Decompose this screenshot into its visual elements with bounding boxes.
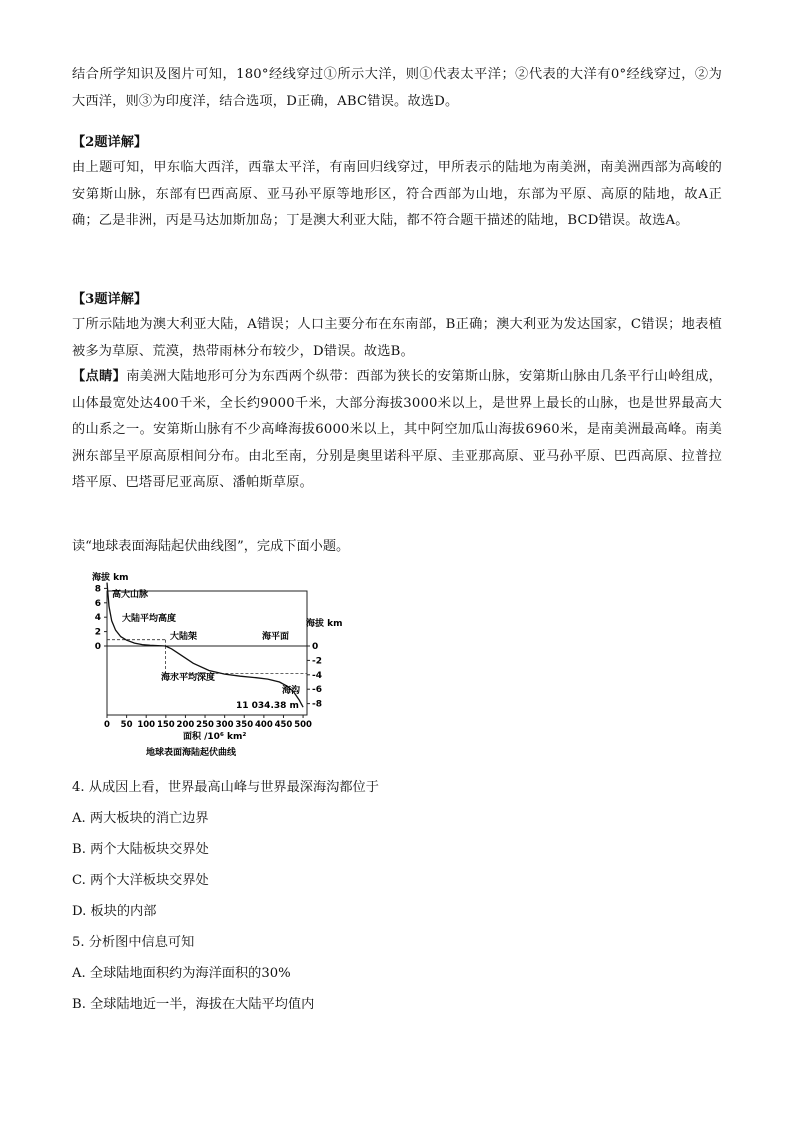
hypsographic-chart [88,568,343,763]
figure-intro: 读“地球表面海陆起伏曲线图”，完成下面小题。 [72,539,350,554]
right-axis-ticks [307,642,322,710]
x-axis-ticks [104,715,312,730]
q2-heading: 【2题详解】 [72,135,148,150]
left-tick-label: 6 [94,598,101,609]
left-axis-label: 海拔 km [92,573,129,583]
x-tick-label: 50 [120,720,133,730]
left-tick-label: 0 [94,642,101,652]
chart-title: 地球表面海陆起伏曲线 [146,748,237,758]
right-tick-label: -8 [312,699,322,710]
q3-explanation: 丁所示陆地为澳大利亚大陆，A错误；人口主要分布在东南部，B正确；澳大利亚为发达国家，C错误；地表植被多为草原、荒漠，热带雨林分布较少，D错误。故选B。 [72,317,722,359]
label-continental-shelf: 大陆架 [170,632,198,642]
label-mountains: 高大山脉 [112,590,149,600]
x-tick-label: 150 [156,720,175,730]
elevation-curve [107,583,303,708]
x-tick-label: 100 [137,720,156,730]
answer1-tail: 结合所学知识及图片可知，180°经线穿过①所示大洋，则①代表太平洋；②代表的大洋有0°经线穿过，②为大西洋，则③为印度洋，结合选项，D正确，ABC错误。故选D。 [72,67,722,109]
left-axis-ticks [95,584,107,652]
left-tick-label: 8 [94,584,101,595]
x-tick-label: 500 [294,720,312,730]
tip-paragraph [72,364,722,497]
q3-heading: 【3题详解】 [72,292,148,307]
x-tick-label: 350 [235,720,254,730]
elevation-curve-figure [88,568,343,763]
x-tick-label: 300 [215,720,234,730]
q4-stem: 4. 从成因上看，世界最高山峰与世界最深海沟都位于 [72,780,379,795]
q4-option-a: A. 两大板块的消亡边界 [72,811,209,826]
plot-frame [107,591,307,715]
q4-option-c: C. 两个大洋板块交界处 [72,873,209,888]
q2-explanation: 由上题可知，甲东临大西洋，西靠太平洋，有南回归线穿过，甲所表示的陆地为南美洲，南美洲西部为高峻的安第斯山脉，东部有巴西高原、亚马孙平原等地形区，符合西部为山地，东部为平原、高原的陆地，故A正确；乙是非洲，丙是马达加斯加岛；丁是澳大利亚大陆，都不符合题干描述的陆地，BCD错误。故选A。 [72,160,722,229]
x-tick-label: 250 [196,720,214,730]
x-tick-label: 400 [254,720,273,730]
q5-stem: 5. 分析图中信息可知 [72,935,195,950]
right-axis-label: 海拔 km [306,619,343,629]
x-axis-label: 面积 /10⁶ km² [183,732,247,742]
tip-text: 南美洲大陆地形可分为东西两个纵带：西部为狭长的安第斯山脉，安第斯山脉由几条平行山岭组成，山体最宽处达400千米，全长约9000千米，大部分海拔3000米以上，是世界上最长的山脉，也是世界最高大的山系之一。安第斯山脉有不少高峰海拔6000米以上，其中阿空加瓜山海拔6960米，是南美洲最高峰。南美洲东部呈平原高原相间分布。由北至南，分别是奥里诺科平原、圭亚那高原、亚马孙平原、巴西高原、拉普拉塔平原、巴塔哥尼亚高原、潘帕斯草原。 [72,369,722,491]
right-tick-label: -2 [312,656,322,667]
x-tick-label: 450 [274,720,293,730]
q4-option-b: B. 两个大陆板块交界处 [72,842,209,857]
label-sea-average: 海水平均深度 [161,673,216,683]
right-tick-label: -4 [312,670,322,681]
label-land-average: 大陆平均高度 [122,614,177,624]
left-tick-label: 4 [94,613,101,624]
q4-option-d: D. 板块的内部 [72,904,157,919]
label-trench: 海沟 [282,686,301,696]
reference-lines [107,640,307,674]
right-tick-label: -6 [312,685,322,696]
left-tick-label: 2 [94,627,101,638]
tip-label: 【点睛】 [72,369,127,384]
x-tick-label: 200 [176,720,195,730]
x-tick-label: 0 [104,720,110,730]
right-tick-label: 0 [312,642,319,652]
label-sea-level: 海平面 [262,632,290,642]
q5-option-a: A. 全球陆地面积约为海洋面积的30% [72,966,291,981]
label-trench-depth: 11 034.38 m [236,701,299,711]
q5-option-b: B. 全球陆地近一半，海拔在大陆平均值内 [72,997,315,1012]
